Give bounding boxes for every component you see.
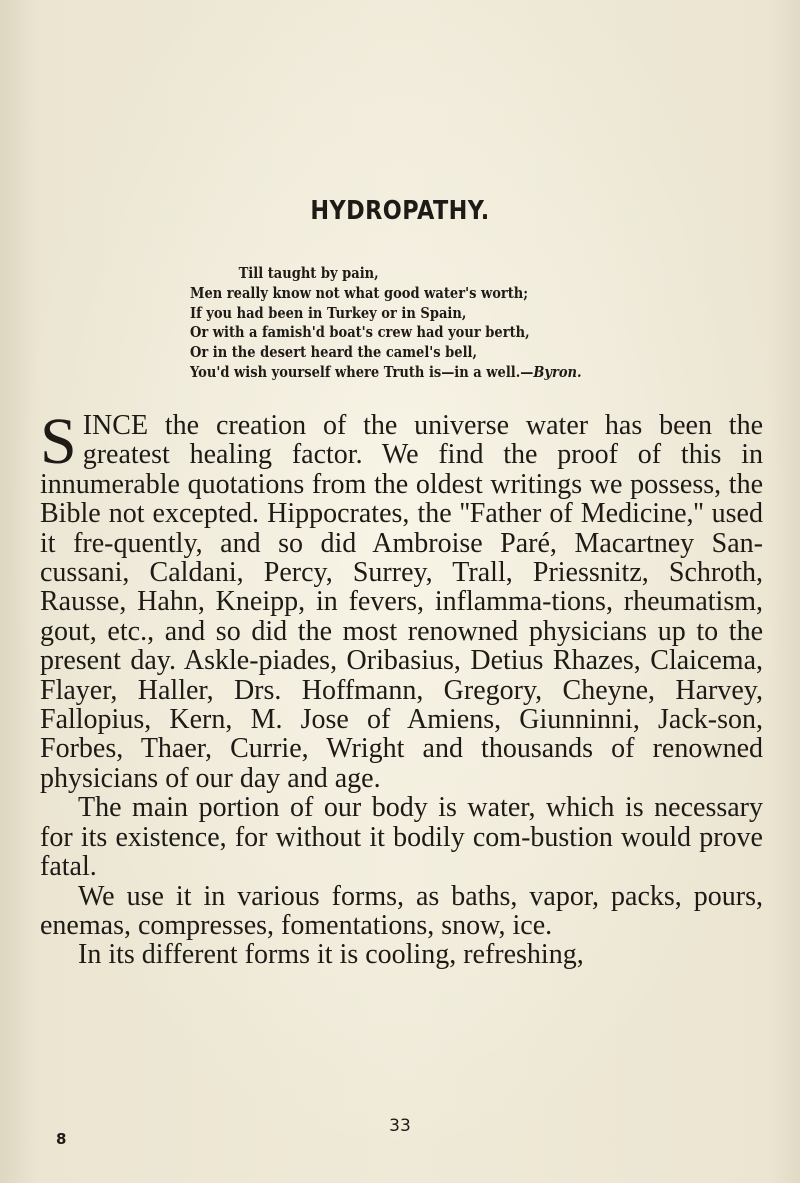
paragraph-1-text: INCE the creation of the universe water has been the greatest healing factor. We find the proof of this in innumerable quotations from the oldest writings we possess, the Bible not excepted. Hippocrates, the ''Father of Medicine,'' used it fre-quently, and so did Ambroise Paré, Macartney San-cussani, Caldani, Percy, Surrey, Trall, Priessnitz, Schroth, Rausse, Hahn, Kneipp, in fevers, inflamma-tions, rheumatism, gout, etc., and so did the most renowned physicians up to the present day. Askle-piades, Oribasius, Detius Rhazes, Claicema, Flayer, Haller, Drs. Hoffmann, Gregory, Cheyne, Harvey, Fallopius, Kern, M. Jose of Amiens, Giunninni, Jack-son, Forbes, Thaer, Currie, Wright and thousands of renowned physicians of our day and age. bbox=[40, 410, 763, 794]
chapter-title: HYDROPATHY. bbox=[310, 196, 490, 226]
page-number: 33 bbox=[389, 1116, 411, 1136]
epigraph-line: Till taught by pain, bbox=[238, 265, 379, 282]
drop-cap: S bbox=[40, 405, 77, 478]
epigraph bbox=[190, 264, 712, 383]
signature-mark: 8 bbox=[56, 1130, 67, 1148]
epigraph-line: If you had been in Turkey or in Spain, bbox=[190, 304, 467, 322]
paragraph-2: The main portion of our body is water, which is necessary for its existence, for without it bodily com-bustion would prove fatal. bbox=[40, 792, 763, 883]
body-text bbox=[40, 405, 763, 971]
epigraph-line: Or in the desert heard the camel's bell, bbox=[190, 344, 478, 362]
epigraph-last-line bbox=[190, 363, 712, 383]
paragraph-4: In its different forms it is cooling, refreshing, bbox=[78, 939, 584, 971]
paragraph-3: We use it in various forms, as baths, vapor, packs, pours, enemas, compresses, fomentations, snow, ice. bbox=[40, 880, 763, 941]
epigraph-line: You'd wish yourself where Truth is—in a well.— bbox=[190, 363, 534, 381]
epigraph-line: Men really know not what good water's worth; bbox=[190, 284, 529, 302]
epigraph-attribution: Byron. bbox=[533, 363, 582, 381]
paragraph-1 bbox=[40, 405, 763, 794]
epigraph-line: Or with a famish'd boat's crew had your berth, bbox=[190, 324, 530, 342]
